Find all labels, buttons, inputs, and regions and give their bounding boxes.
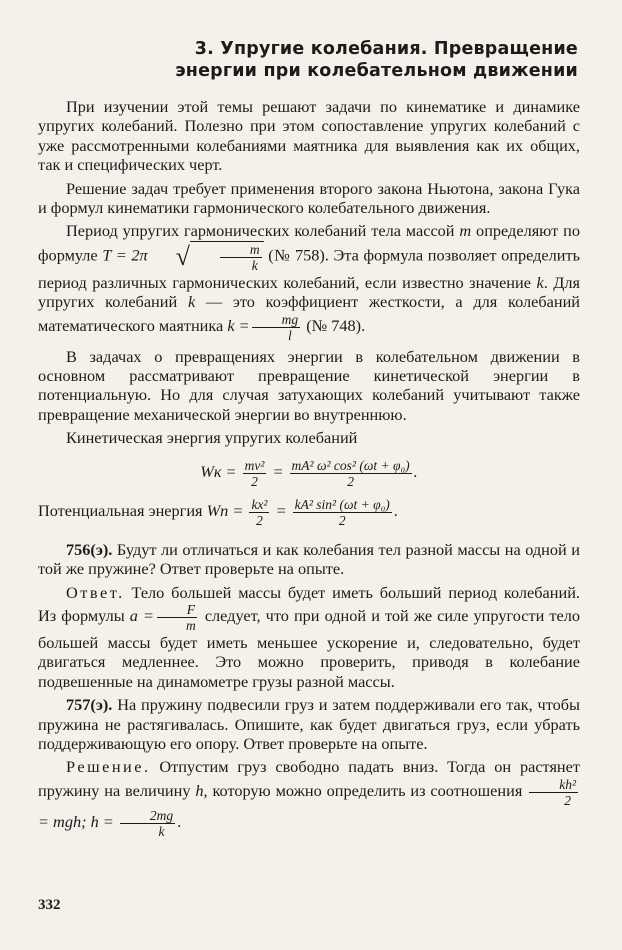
formula-end: .: [177, 811, 182, 831]
paragraph-energy-transform: В задачах о превращениях энергии в колебательном движении в основном рассматривают превращение кинетической энергии в потенциальную. Но для случая затухающих колебаний учитывают также превращение механической энергии во внутреннюю.: [38, 346, 580, 424]
solution-fraction-2: [120, 808, 175, 839]
fraction-denominator: 2: [251, 473, 258, 489]
fraction-denominator: 2: [256, 512, 263, 528]
acceleration-fraction: [156, 602, 198, 633]
radical-sign-icon: √: [175, 241, 190, 271]
pendulum-k-fraction: [252, 312, 301, 343]
fraction-numerator: kh²: [529, 777, 578, 793]
problem-757-text: На пружину подвесили груз и затем поддерживали его так, чтобы пружина не растягивалась. Опишите, как будет двигаться груз, если убрать поддерживающую его опору. Ответ проверьте на опыте.: [38, 695, 580, 753]
period-text-c: (№ 758). Эта формула позволяет определить период различных гармонических колебаний, если известно значение: [38, 245, 581, 292]
answer-text-a: Тело большей массы будет иметь больший период колебаний. Из формулы: [38, 582, 580, 626]
period-text-e: — это коэффициент жесткости, а для колебаний математического маятника: [38, 292, 581, 335]
solution-middle: = mgh; h =: [38, 811, 114, 831]
formula-end: .: [413, 461, 418, 481]
solution-label: Решение.: [66, 757, 151, 777]
answer-label: Ответ.: [66, 582, 125, 602]
solution-text-a: Отпустим груз свободно падать вниз. Тогда он растянет пружину на величину: [38, 757, 580, 800]
fraction-numerator: kx²: [251, 496, 268, 512]
solution-fraction-1: [529, 777, 578, 808]
fraction-numerator: kA² sin² (ωt + φ₀): [294, 496, 390, 512]
problem-756: [38, 540, 580, 579]
acceleration-lhs: a =: [129, 606, 154, 626]
solution-text-b: , которую можно определить из соотношения: [203, 780, 523, 800]
fraction-denominator: k: [158, 823, 165, 839]
section-title-line-1: 3. Упругие колебания. Превращение: [194, 39, 578, 59]
fraction-denominator: 2: [564, 792, 571, 808]
period-sqrt: [148, 241, 264, 273]
kinetic-fraction-2: [290, 458, 412, 489]
paragraph-kinetic-intro: Кинетическая энергия упругих колебаний: [66, 428, 358, 448]
k-symbol: k: [536, 272, 544, 292]
problem-756-text: Будут ли отличаться и как колебания тел разной массы на одной и той же пружине? Ответ проверьте на опыте.: [38, 539, 580, 579]
period-sqrt-fraction: [220, 242, 262, 273]
section-title-line-2: энергии при колебательном движении: [175, 61, 578, 81]
equals-sign: =: [275, 500, 287, 520]
fraction-denominator: 2: [338, 512, 346, 528]
fraction-denominator: 2: [347, 473, 354, 489]
fraction-denominator: l: [288, 327, 292, 343]
equals-sign: =: [272, 461, 284, 481]
fraction-numerator: m: [220, 242, 262, 258]
problem-756-number: 756(э).: [66, 539, 113, 559]
pendulum-k-lhs: k =: [227, 315, 250, 335]
period-text-d: . Для упругих колебаний: [38, 272, 580, 312]
potential-fraction-2: [293, 497, 392, 528]
period-formula-lhs: T = 2π: [102, 245, 148, 265]
k-symbol: k: [187, 292, 196, 312]
potential-fraction-1: [249, 497, 269, 528]
fraction-denominator: m: [185, 617, 196, 633]
kinetic-lhs: Wк =: [200, 461, 237, 481]
potential-lhs: Wп =: [206, 500, 244, 520]
paragraph-intro: При изучении этой темы решают задачи по кинематике и динамике упругих колебаний. Полезно при этом сопоставление упругих колебаний с уже рассмотренными колебаниями маятника для выявления как их общих, так и специфических черт.: [38, 97, 580, 175]
paragraph-laws: Решение задач требует применения второго закона Ньютона, закона Гука и формул кинематики гармонического колебательного движения.: [38, 178, 580, 218]
formula-end: .: [393, 500, 398, 520]
fraction-denominator: k: [251, 257, 258, 273]
problem-757: [38, 695, 580, 753]
problem-757-number: 757(э).: [66, 695, 113, 715]
kinetic-energy-formula: [38, 458, 580, 489]
potential-energy-line: [38, 497, 580, 528]
solution-757: [38, 757, 580, 838]
fraction-numerator: 2mg: [120, 808, 175, 824]
fraction-numerator: F: [157, 602, 197, 618]
period-text-f: (№ 748).: [306, 315, 366, 335]
answer-756: [38, 583, 580, 692]
fraction-numerator: mA² ω² cos² (ωt + φ₀): [291, 457, 410, 473]
fraction-numerator: mv²: [244, 457, 265, 473]
paragraph-period: [38, 221, 580, 342]
period-text-b: определяют по формуле: [38, 221, 580, 265]
answer-text-b: следует, что при одной и той же силе упругости тело большей массы будет иметь меньшее ускорение и, следовательно, будет двигаться медленнее. Это можно проверить, приводя в колебание подвешенные на динамометре грузы разной массы.: [38, 606, 581, 691]
kinetic-fraction-1: [243, 458, 267, 489]
period-text-a: Период упругих гармонических колебаний тела массой: [66, 221, 455, 241]
page-number: 332: [38, 897, 61, 913]
fraction-numerator: mg: [252, 312, 301, 328]
body-text: [38, 97, 580, 843]
period-mass-symbol: m: [459, 221, 472, 241]
h-symbol: h: [195, 780, 204, 800]
section-heading: [158, 38, 578, 82]
potential-label: Потенциальная энергия: [38, 500, 203, 520]
